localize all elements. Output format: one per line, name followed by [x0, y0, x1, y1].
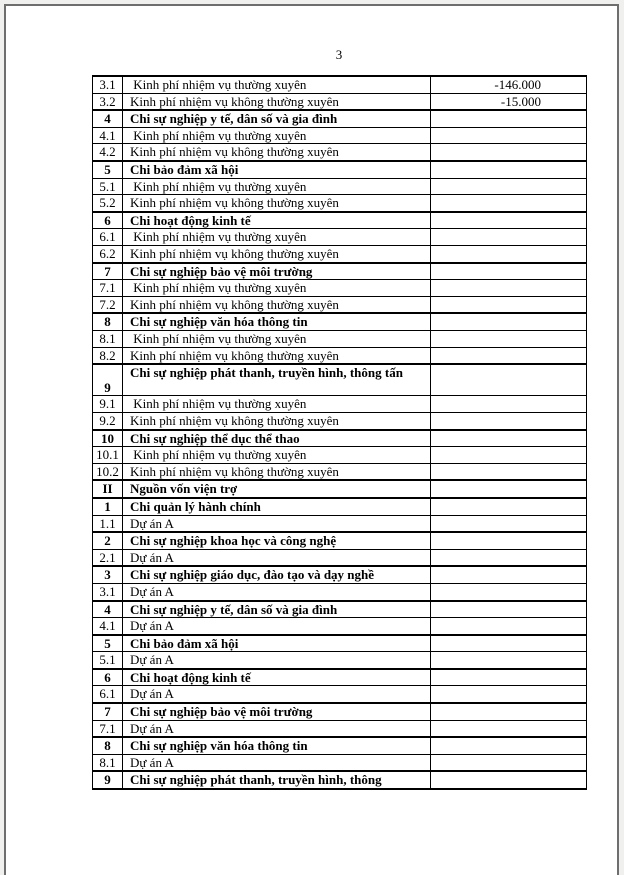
row-label-cell: Chi sự nghiệp phát thanh, truyền hình, thông	[123, 771, 431, 789]
row-value-cell	[431, 347, 587, 364]
row-index-cell: 4.1	[93, 127, 123, 144]
table-row	[93, 618, 587, 635]
table-row	[93, 463, 587, 480]
row-label-cell: Chi sự nghiệp giáo dục, đào tạo và dạy nghề	[123, 566, 431, 583]
row-value-cell	[431, 771, 587, 789]
row-label-cell: Dự án A	[123, 720, 431, 737]
row-value-cell	[431, 313, 587, 330]
table-row	[93, 532, 587, 549]
row-value-cell	[431, 212, 587, 229]
row-index-cell: 8.1	[93, 330, 123, 347]
row-label-cell: Dự án A	[123, 549, 431, 566]
table-row	[93, 549, 587, 566]
table-row	[93, 515, 587, 532]
row-value-cell	[431, 652, 587, 669]
row-label-cell: Kinh phí nhiệm vụ thường xuyên	[123, 178, 431, 195]
row-value-cell	[431, 566, 587, 583]
row-value-cell	[431, 669, 587, 686]
row-value-cell	[431, 703, 587, 720]
row-index-cell: 10.2	[93, 463, 123, 480]
row-index-cell: 5.1	[93, 178, 123, 195]
table-row	[93, 583, 587, 600]
row-index-cell: 8	[93, 313, 123, 330]
row-label-cell: Dự án A	[123, 583, 431, 600]
table-row	[93, 601, 587, 618]
row-value-cell	[431, 601, 587, 618]
table-row	[93, 76, 587, 93]
row-label-cell: Chi quản lý hành chính	[123, 498, 431, 515]
row-value-cell	[431, 245, 587, 262]
row-index-cell: 7.1	[93, 280, 123, 297]
row-label-cell: Chi hoạt động kinh tế	[123, 669, 431, 686]
table-row	[93, 447, 587, 464]
row-label-cell: Dự án A	[123, 618, 431, 635]
row-index-cell: 10.1	[93, 447, 123, 464]
table-row	[93, 754, 587, 771]
row-index-cell: 1	[93, 498, 123, 515]
row-index-cell: 6	[93, 669, 123, 686]
budget-table-body	[93, 76, 587, 789]
table-row	[93, 686, 587, 703]
row-value-cell	[431, 263, 587, 280]
table-row	[93, 212, 587, 229]
table-row	[93, 498, 587, 515]
row-index-cell: 9	[93, 364, 123, 396]
row-index-cell: 4.1	[93, 618, 123, 635]
row-label-cell: Kinh phí nhiệm vụ thường xuyên	[123, 76, 431, 93]
row-value-cell	[431, 144, 587, 161]
row-index-cell: 9	[93, 771, 123, 789]
row-index-cell: 8.1	[93, 754, 123, 771]
row-value-cell	[431, 127, 587, 144]
row-index-cell: 4.2	[93, 144, 123, 161]
row-label-cell: Dự án A	[123, 754, 431, 771]
table-row	[93, 330, 587, 347]
row-value-cell	[431, 737, 587, 754]
row-index-cell: 9.1	[93, 396, 123, 413]
row-value-cell	[431, 635, 587, 652]
row-label-cell: Chi hoạt động kinh tế	[123, 212, 431, 229]
table-row	[93, 396, 587, 413]
table-row	[93, 110, 587, 127]
row-value-cell	[431, 515, 587, 532]
row-index-cell: 9.2	[93, 412, 123, 429]
row-label-cell: Kinh phí nhiệm vụ không thường xuyên	[123, 245, 431, 262]
row-index-cell: 4	[93, 601, 123, 618]
row-index-cell: 8	[93, 737, 123, 754]
table-row	[93, 161, 587, 178]
row-index-cell: II	[93, 480, 123, 498]
row-label-cell: Chi sự nghiệp phát thanh, truyền hình, thông tấn	[123, 364, 431, 396]
table-row	[93, 720, 587, 737]
row-label-cell: Kinh phí nhiệm vụ không thường xuyên	[123, 463, 431, 480]
table-row	[93, 480, 587, 498]
row-index-cell: 3	[93, 566, 123, 583]
row-label-cell: Kinh phí nhiệm vụ thường xuyên	[123, 229, 431, 246]
table-row	[93, 430, 587, 447]
table-row	[93, 347, 587, 364]
row-label-cell: Kinh phí nhiệm vụ thường xuyên	[123, 280, 431, 297]
page-number: 3	[335, 47, 343, 62]
row-index-cell: 3.1	[93, 583, 123, 600]
table-row	[93, 178, 587, 195]
table-row	[93, 229, 587, 246]
row-value-cell	[431, 161, 587, 178]
row-label-cell: Kinh phí nhiệm vụ không thường xuyên	[123, 144, 431, 161]
row-label-cell: Chi sự nghiệp y tế, dân số và gia đình	[123, 601, 431, 618]
row-index-cell: 8.2	[93, 347, 123, 364]
row-label-cell: Chi sự nghiệp thể dục thể thao	[123, 430, 431, 447]
table-row	[93, 195, 587, 212]
table-row	[93, 263, 587, 280]
row-value-cell	[431, 686, 587, 703]
row-index-cell: 5	[93, 635, 123, 652]
row-label-cell: Kinh phí nhiệm vụ không thường xuyên	[123, 195, 431, 212]
row-index-cell: 7.2	[93, 296, 123, 313]
document-page	[4, 4, 619, 875]
row-label-cell: Chi sự nghiệp văn hóa thông tin	[123, 737, 431, 754]
row-label-cell: Chi sự nghiệp văn hóa thông tin	[123, 313, 431, 330]
row-index-cell: 6	[93, 212, 123, 229]
row-value-cell	[431, 364, 587, 396]
row-value-cell	[431, 720, 587, 737]
row-index-cell: 5	[93, 161, 123, 178]
row-value-cell	[431, 447, 587, 464]
table-row	[93, 412, 587, 429]
row-index-cell: 7	[93, 263, 123, 280]
row-value-cell	[431, 280, 587, 297]
row-value-cell	[431, 754, 587, 771]
table-row	[93, 737, 587, 754]
row-value-cell	[431, 618, 587, 635]
row-index-cell: 3.1	[93, 76, 123, 93]
row-value-cell	[431, 498, 587, 515]
budget-table	[92, 75, 587, 790]
row-label-cell: Chi sự nghiệp bảo vệ môi trường	[123, 703, 431, 720]
row-label-cell: Chi sự nghiệp y tế, dân số và gia đình	[123, 110, 431, 127]
table-row	[93, 127, 587, 144]
row-value-cell	[431, 412, 587, 429]
row-value-cell	[431, 296, 587, 313]
table-row	[93, 566, 587, 583]
row-value-cell: -15.000	[431, 93, 587, 110]
table-row	[93, 313, 587, 330]
table-row	[93, 635, 587, 652]
row-label-cell: Dự án A	[123, 652, 431, 669]
row-value-cell	[431, 430, 587, 447]
row-index-cell: 5.2	[93, 195, 123, 212]
row-label-cell: Chi sự nghiệp bảo vệ môi trường	[123, 263, 431, 280]
row-label-cell: Chi bảo đảm xã hội	[123, 161, 431, 178]
row-value-cell	[431, 330, 587, 347]
row-label-cell: Kinh phí nhiệm vụ không thường xuyên	[123, 93, 431, 110]
table-row	[93, 245, 587, 262]
table-row	[93, 652, 587, 669]
row-value-cell	[431, 178, 587, 195]
row-value-cell	[431, 480, 587, 498]
row-value-cell	[431, 532, 587, 549]
table-row	[93, 771, 587, 789]
row-index-cell: 6.1	[93, 229, 123, 246]
table-row	[93, 93, 587, 110]
row-label-cell: Kinh phí nhiệm vụ thường xuyên	[123, 447, 431, 464]
table-row	[93, 296, 587, 313]
row-label-cell: Kinh phí nhiệm vụ không thường xuyên	[123, 296, 431, 313]
row-index-cell: 7.1	[93, 720, 123, 737]
row-index-cell: 4	[93, 110, 123, 127]
row-label-cell: Kinh phí nhiệm vụ thường xuyên	[123, 127, 431, 144]
row-label-cell: Kinh phí nhiệm vụ không thường xuyên	[123, 412, 431, 429]
row-value-cell	[431, 229, 587, 246]
row-label-cell: Dự án A	[123, 686, 431, 703]
row-index-cell: 2.1	[93, 549, 123, 566]
table-row	[93, 703, 587, 720]
row-value-cell	[431, 463, 587, 480]
row-label-cell: Dự án A	[123, 515, 431, 532]
row-label-cell: Kinh phí nhiệm vụ không thường xuyên	[123, 347, 431, 364]
row-label-cell: Nguồn vốn viện trợ	[123, 480, 431, 498]
row-value-cell	[431, 195, 587, 212]
table-row	[93, 364, 587, 396]
row-index-cell: 6.1	[93, 686, 123, 703]
row-index-cell: 6.2	[93, 245, 123, 262]
row-value-cell	[431, 583, 587, 600]
row-label-cell: Kinh phí nhiệm vụ thường xuyên	[123, 330, 431, 347]
row-label-cell: Chi bảo đảm xã hội	[123, 635, 431, 652]
row-label-cell: Chi sự nghiệp khoa học và công nghệ	[123, 532, 431, 549]
row-value-cell	[431, 396, 587, 413]
row-value-cell: -146.000	[431, 76, 587, 93]
row-index-cell: 10	[93, 430, 123, 447]
row-value-cell	[431, 549, 587, 566]
row-index-cell: 7	[93, 703, 123, 720]
row-value-cell	[431, 110, 587, 127]
row-index-cell: 3.2	[93, 93, 123, 110]
row-label-cell: Kinh phí nhiệm vụ thường xuyên	[123, 396, 431, 413]
row-index-cell: 1.1	[93, 515, 123, 532]
row-index-cell: 2	[93, 532, 123, 549]
table-row	[93, 280, 587, 297]
table-row	[93, 144, 587, 161]
table-row	[93, 669, 587, 686]
row-index-cell: 5.1	[93, 652, 123, 669]
